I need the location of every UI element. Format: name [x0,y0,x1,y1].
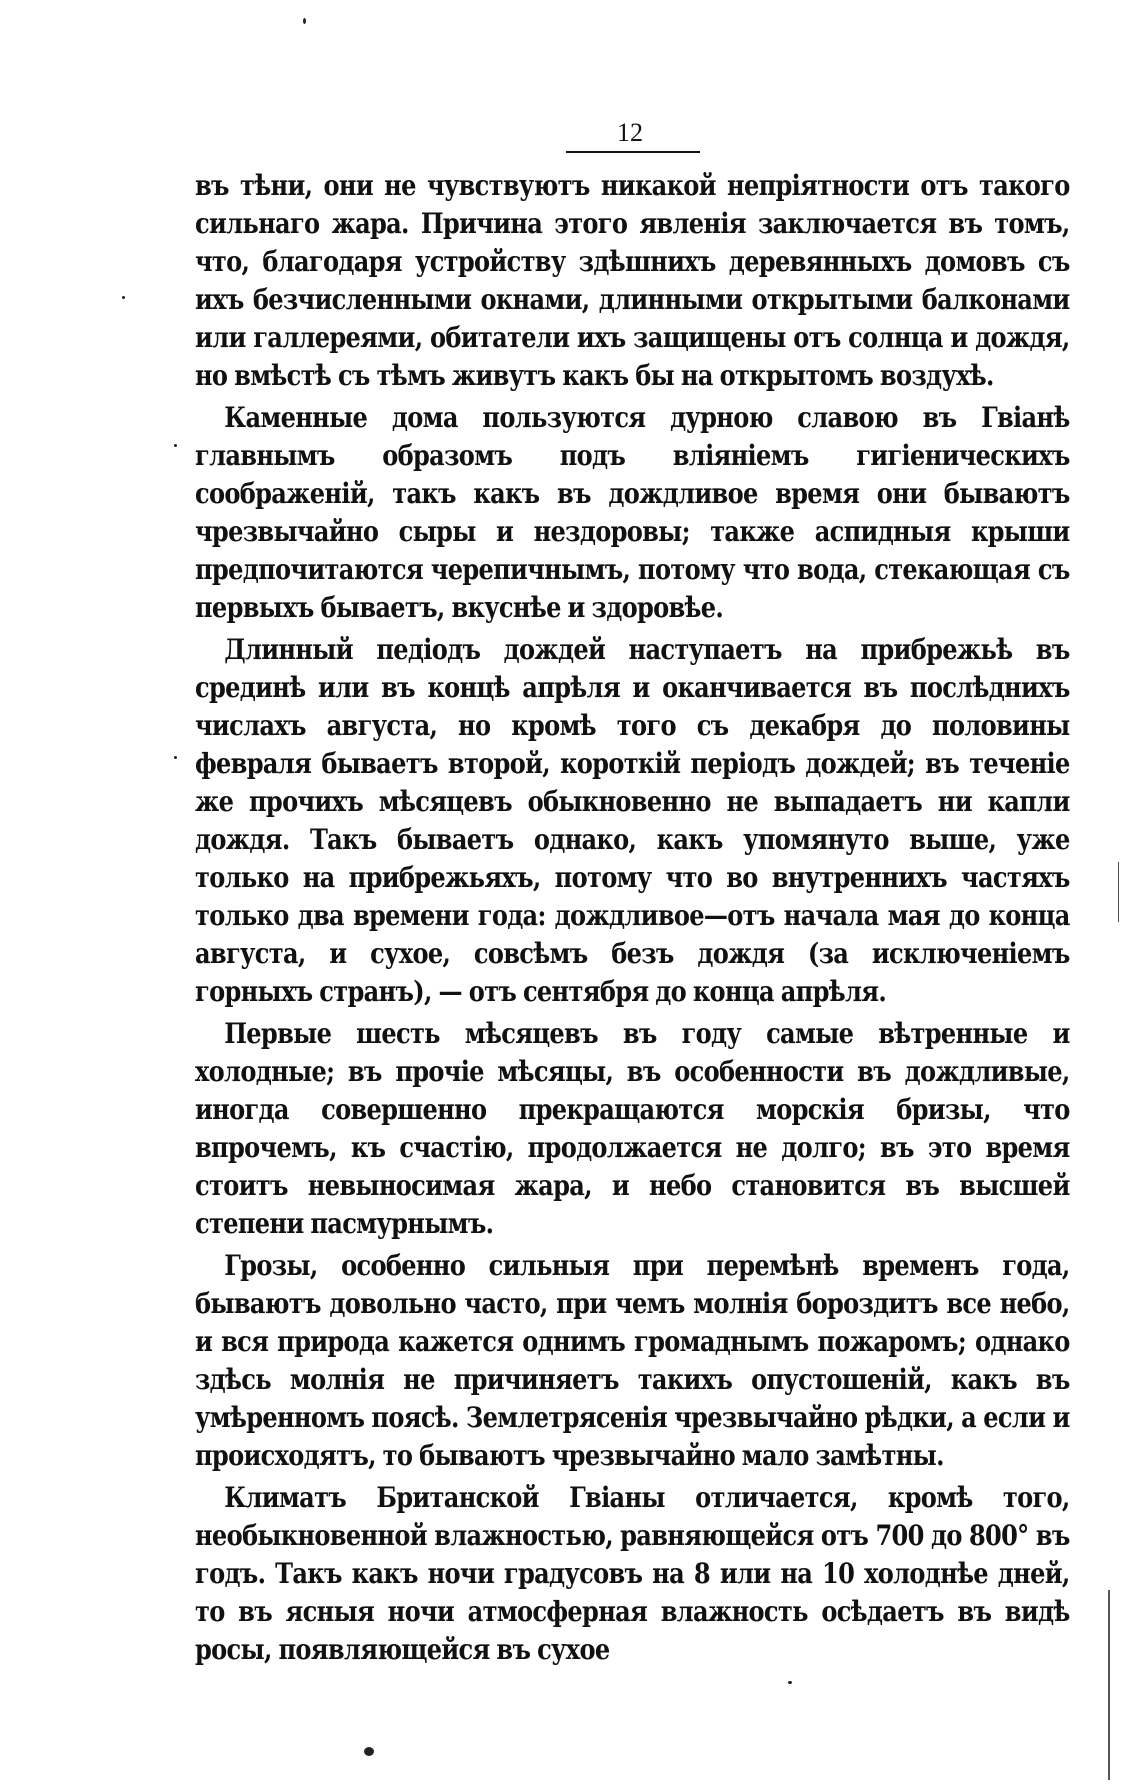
paragraph-5: Грозы, особенно сильныя при перемѣнѣ временъ года, бываютъ довольно часто, при чемъ молнія бороздитъ все небо, и вся природа кажется однимъ громаднымъ пожаромъ; однако здѣсь молнія не причиняетъ такихъ опустошеній, какъ въ умѣренномъ поясѣ. Землетрясенія чрезвычайно рѣдки, а если и происходятъ, то бываютъ чрезвычайно мало замѣтны. [195,1249,1070,1472]
scan-speck [122,296,125,299]
scan-speck [174,756,177,759]
scan-speck [174,444,177,447]
body-text [195,167,1070,1669]
paragraph-1: въ тѣни, они не чувствуютъ никакой непріятности отъ такого сильнаго жара. Причина этого явленія заключается въ томъ, что, благодаря устройству здѣшнихъ деревянныхъ домовъ съ ихъ безчисленными окнами, длинными открытыми балконами или галлереями, обитатели ихъ защищены отъ солнца и дождя, но вмѣстѣ съ тѣмъ живутъ какъ бы на открытомъ воздухѣ. [195,169,1070,392]
paragraph-4: Первые шесть мѣсяцевъ въ году самые вѣтренные и холодные; въ прочіе мѣсяцы, въ особенности въ дождливые, иногда совершенно прекращаются морскія бризы, что впрочемъ, къ счастію, продолжается не долго; въ это время стоитъ невыносимая жара, и небо становится въ высшей степени пасмурнымъ. [195,1017,1070,1240]
paragraph-6: Климатъ Британской Гвіаны отличается, кромѣ того, необыкновенной влажностью, равняющейся отъ 700 до 800° въ годъ. Такъ какъ ночи градусовъ на 8 или на 10 холоднѣе дней, то въ ясныя ночи атмосферная влажность осѣдаетъ въ видѣ росы, появляющейся въ сухое [195,1481,1070,1666]
paragraph-3: Длинный педіодъ дождей наступаетъ на прибрежьѣ въ срединѣ или въ концѣ апрѣля и оканчивается въ послѣднихъ числахъ августа, но кромѣ того съ декабря до половины февраля бываетъ второй, короткій періодъ дождей; въ теченіе же прочихъ мѣсяцевъ обыкновенно не выпадаетъ ни капли дождя. Такъ бываетъ однако, какъ упомянуто выше, уже только на прибрежьяхъ, потому что во внутреннихъ частяхъ только два времени года: дождливое—отъ начала мая до конца августа, и сухое, совсѣмъ безъ дождя (за исключеніемъ горныхъ странъ), — отъ сентября до конца апрѣля. [195,633,1070,1008]
scan-edge-line [1118,862,1119,922]
page-number: 12 [617,118,643,147]
paragraph-2: Каменные дома пользуются дурною славою въ Гвіанѣ главнымъ образомъ подъ вліяніемъ гигіеническихъ соображеній, такъ какъ въ дождливое время они бываютъ чрезвычайно сыры и нездоровы; также аспидныя крыши предпочитаются черепичнымъ, потому что вода, стекающая съ первыхъ бываетъ, вкуснѣе и здоровѣе. [195,401,1070,624]
scan-speck [788,1681,792,1684]
scan-edge-line [1108,1590,1110,1780]
scan-speck [364,1747,374,1756]
scan-speck [303,18,306,24]
header-rule [566,151,700,153]
